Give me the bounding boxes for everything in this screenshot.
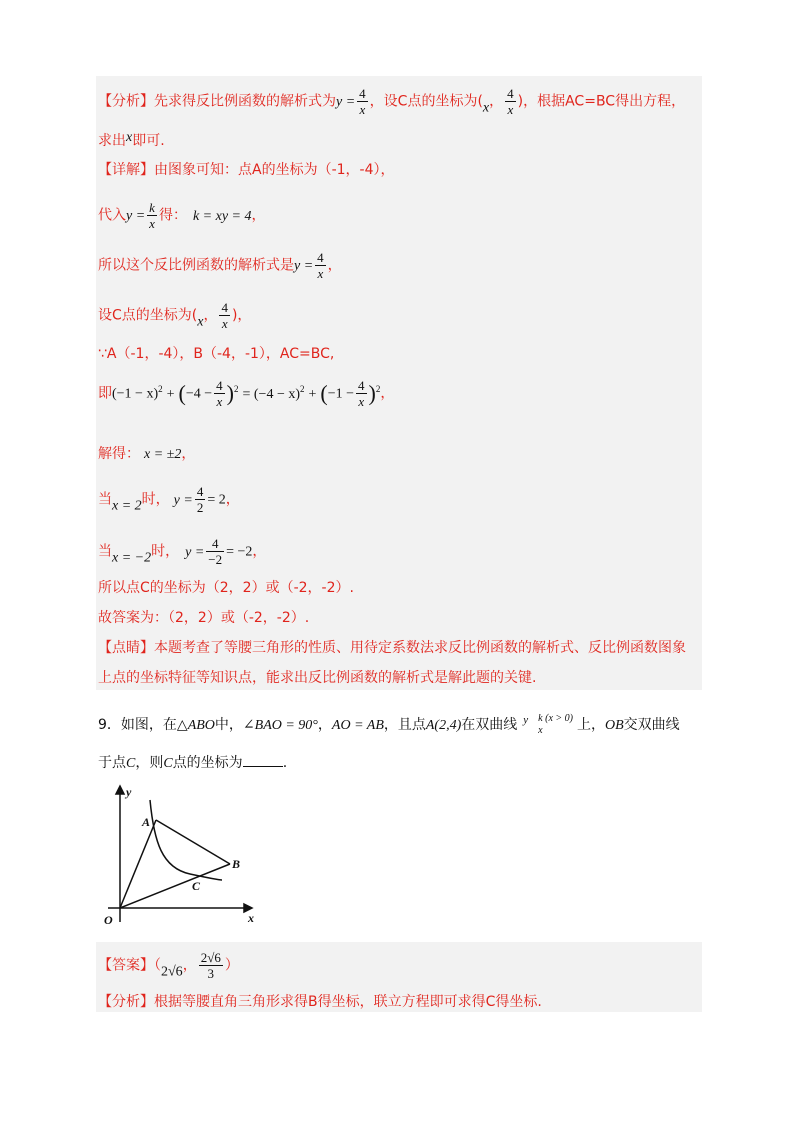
analysis-text: 先求得反比例函数的解析式为 [154,93,336,110]
a-label: A [142,815,151,829]
analysis-line-2: 求出x即可. [98,130,165,149]
detail-line-10: 所以点C的坐标为（2，2）或（-2，-2）. [98,580,354,596]
y-label: y [126,785,132,799]
detail-line-8: 当x = 2时， y = $\frac{4}{2}$ = 2， [98,484,240,515]
detail-tag: 【详解】 [98,162,154,178]
segment-ob [120,864,230,908]
analysis-2-line: 【分析】根据等腰直角三角形求得B得坐标，联立方程即可求得C得坐标. [98,994,542,1010]
c-label: C [192,879,201,893]
y-axis-arrow [116,786,124,794]
detail-line-11: 故答案为：（2，2）或（-2，-2）. [98,610,310,626]
detail-line-2: 代入y = $\frac{k}{x}$ 得： k = xy = 4， [98,200,266,231]
question-9-line-2: 于点C，则C点的坐标为 . [98,752,287,774]
detail-line-6: 即$(-1 - x)^2 + (-4$ − $\frac{4}{x}$ )$^2 = (-4 - x)^2 + (-1$ − $\frac{4}{x}$ )$^2$， [98,378,395,409]
x-label: x [248,911,254,925]
o-label: O [104,913,113,927]
detail-line-7: 解得： x = ±2， [98,446,196,462]
detail-line-4: 设C点的坐标为(x， $\frac{4}{x}$ )， [98,300,252,331]
question-9-line-1: 9．如图，在△ABO中，∠BAO = 90°，AO = AB，且点A(2,4)在双曲线 $^y$ k (x > 0) x 上，OB交双曲线 [98,713,680,736]
segment-ab [156,820,230,864]
detail-line-5: ∵A（-1，-4），B（-4，-1），AC=BC, [98,346,335,362]
comment-line-1: 【点睛】本题考查了等腰三角形的性质、用待定系数法求反比例函数的解析式、反比例函数图象 [98,640,686,656]
hyperbola-figure [98,782,268,928]
answer-blank [243,752,283,767]
analysis-2-tag: 【分析】 [98,994,154,1010]
comment-line-2: 上点的坐标特征等知识点，能求出反比例函数的解析式是解此题的关键. [98,670,537,686]
detail-line-9: 当x = −2时， y = $\frac{4}{-2}$ = −2， [98,536,267,567]
comment-tag: 【点睛】 [98,640,154,656]
answer-tag: 【答案】 [98,957,154,974]
analysis-line-1: 【分析】先求得反比例函数的解析式为y = $\frac{4}{x}$ ，设C点的坐标为(x， $\frac{4}{x}$ )，根据AC=BC得出方程， [98,86,686,117]
answer-line: 【答案】（2√6， $\frac{2√6}{3}$ ） [98,950,239,981]
detail-line-3: 所以这个反比例函数的解析式是y = $\frac{4}{x}$ ， [98,250,342,281]
analysis-fraction: $\frac{4}{x}$ [359,86,366,117]
analysis-eq: y = [336,94,356,110]
hyperbola-curve [150,800,222,880]
detail-line-1: 【详解】由图象可知：点A的坐标为（-1，-4）， [98,162,395,178]
b-label: B [232,857,241,871]
analysis-tag: 【分析】 [98,93,154,110]
segment-oa [120,820,156,908]
